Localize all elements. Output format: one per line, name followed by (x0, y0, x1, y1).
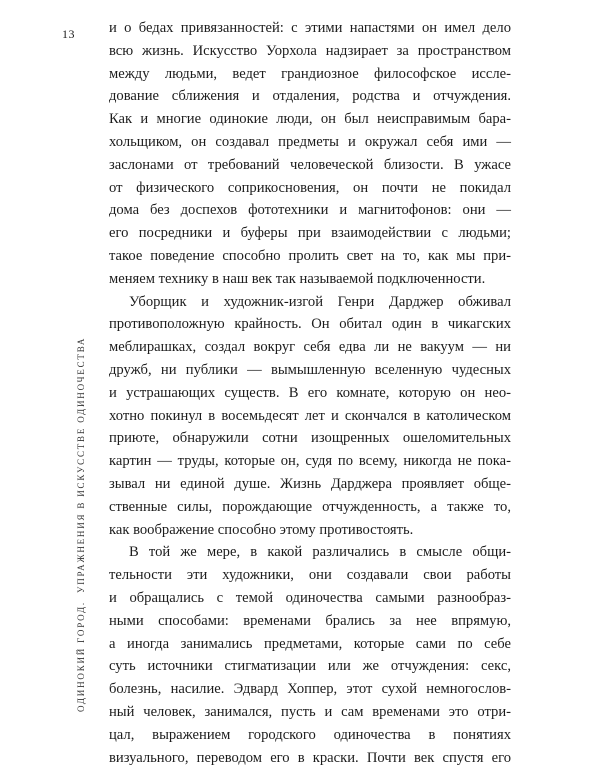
text-line: ными способами: временами брались за нее впрямую, (109, 610, 511, 633)
text-line: ный человек, занимался, пусть и сам временами это отри- (109, 701, 511, 724)
text-line: его посредники и буферы при взаимодействии с людьми; (109, 222, 511, 245)
text-line: заслонами от требований человеческой близости. В ужасе (109, 154, 511, 177)
text-line: меблирашках, создал вокруг себя едва ли не вакуум — ни (109, 336, 511, 359)
text-line: Как и многие одинокие люди, он был неисправимым бара- (109, 108, 511, 131)
text-line: Уборщик и художник-изгой Генри Дарджер обживал (109, 291, 511, 314)
text-line: и о бедах привязанностей: с этими напастями он имел дело (109, 17, 511, 40)
text-line: и обращались с темой одиночества самыми разнообраз- (109, 587, 511, 610)
text-line: суть источники стигматизации или же отчуждения: секс, (109, 655, 511, 678)
running-head-chapter-title: УПРАЖНЕНИЯ В ИСКУССТВЕ ОДИНОЧЕСТВА (76, 337, 86, 593)
text-line: В той же мере, в какой различались в смысле общи- (109, 541, 511, 564)
paragraph (109, 17, 511, 291)
text-line: зывал ни единой душе. Жизнь Дарджера проявляет обще- (109, 473, 511, 496)
paragraph (109, 541, 511, 769)
running-head-book-title: ОДИНОКИЙ ГОРОД. (76, 601, 86, 712)
text-line: тельности эти художники, они создавали свои работы (109, 564, 511, 587)
text-line: а иногда занимались предметами, которые сами по себе (109, 633, 511, 656)
text-line: цал, выражением городского одиночества в понятиях (109, 724, 511, 747)
paragraph (109, 291, 511, 542)
text-line: приюте, обнаружили сотни изощренных ошеломительных (109, 427, 511, 450)
text-line: хольщиком, он создавал предметы и окружал себя ими — (109, 131, 511, 154)
page-number: 13 (62, 27, 75, 42)
body-text (109, 17, 511, 769)
running-head (76, 337, 86, 712)
text-line: как воображение способно этому противостоять. (109, 519, 511, 542)
text-line: всю жизнь. Искусство Уорхола надзирает за пространством (109, 40, 511, 63)
text-line: дование сближения и отдаления, родства и отчуждения. (109, 85, 511, 108)
text-line: дома без доспехов фототехники и магнитофонов: они — (109, 199, 511, 222)
text-line: визуального, переводом его в краски. Почти век спустя его (109, 747, 511, 769)
text-line: ственные силы, порождающие отчужденность, а также то, (109, 496, 511, 519)
text-line: противоположную крайность. Он обитал один в чикагских (109, 313, 511, 336)
text-line: хотно покинул в восемьдесят лет и скончался в католическом (109, 405, 511, 428)
text-line: и устрашающих существ. В его комнате, которую он нео- (109, 382, 511, 405)
text-line: между людьми, ведет грандиозное философское иссле- (109, 63, 511, 86)
text-line: такое поведение способно пролить свет на то, как мы при- (109, 245, 511, 268)
text-line: картин — труды, которые он, судя по всему, никогда не пока- (109, 450, 511, 473)
text-line: дружб, ни публики — вымышленную вселенную чудесных (109, 359, 511, 382)
text-line: от физического соприкосновения, он почти не покидал (109, 177, 511, 200)
text-line: болезнь, насилие. Эдвард Хоппер, этот сухой немногослов- (109, 678, 511, 701)
text-line: меняем технику в наш век так называемой подключенности. (109, 268, 511, 291)
